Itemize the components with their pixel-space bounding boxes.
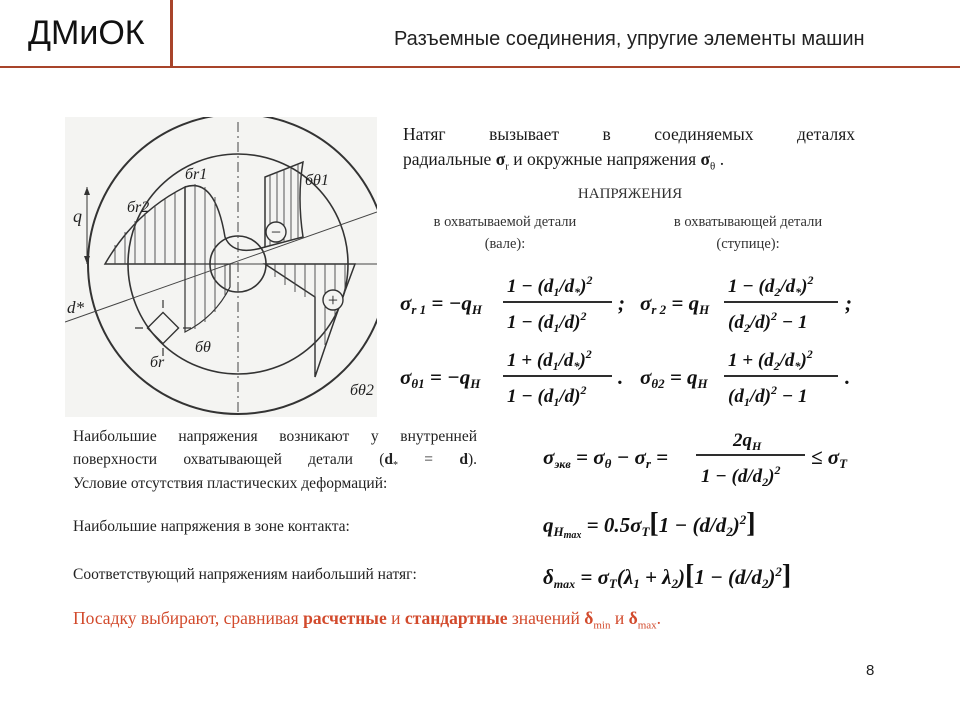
svg-text:(d2/d)2 − 1: $(d_2/d)^2 - 1$ [728, 309, 808, 335]
label-q: q [73, 206, 82, 226]
header-underline [0, 66, 960, 68]
svg-text:1 + (d2/d*)2: $1 + (d_2/d_*)^2$ [728, 347, 813, 373]
svg-text:1 − (d1/d)2: $1 - (d_1/d)^2$ [507, 383, 587, 409]
header-separator [170, 0, 173, 66]
slide-title: Разъемные соединения, упругие элементы машин [394, 28, 865, 50]
intro-paragraph [403, 122, 855, 180]
svg-text:(d1/d)2 − 1: $(d_1/d)^2 - 1$ [728, 383, 808, 409]
label-sr: бr [150, 354, 165, 371]
column-hub: в охватывающей детали (ступице): [673, 214, 823, 252]
svg-text:δmax = σT(λ1 + λ2)[1 − (d/d2)2: $\delta\max = \sigma T(\lambda 1 + \lambda 2)[1 - (d/d2)^2]$ [543, 560, 792, 591]
label-dstar: d* [67, 298, 84, 317]
label-sr1: бr1 [185, 166, 208, 183]
svg-text:1 − (d1/d)2: $1 - (d_1/d)^2$ [507, 309, 587, 335]
formula-sigma-theta2 [640, 340, 870, 412]
sign-plus: + [327, 290, 339, 310]
stress-diagram [65, 117, 377, 417]
intro-line-2: радиальные $\sigma_r$ и окружные напряжения $\sigma_\theta$ . [403, 149, 725, 173]
svg-text:σr 1 = −qH: σr 1 = −qH [400, 291, 482, 317]
formula-sigma-equivalent [543, 424, 873, 494]
label-sr2: бr2 [127, 199, 150, 216]
formula-sigma-theta1 [400, 340, 635, 412]
text-max-interference: Соответствующий напряжениям наибольший натяг: [73, 566, 417, 583]
text-max-stress: Наибольшие напряжения возникают у внутренней [73, 428, 477, 445]
text-plastic-condition: Условие отсутствия пластических деформаций: [73, 475, 388, 492]
formula-q-max [543, 502, 823, 550]
svg-text:σэкв = σθ − σr =: σэкв = σθ − σr = [543, 445, 669, 471]
svg-text:σθ1 = −qH: σθ1 = −qH [400, 365, 481, 391]
text-contact-stress: Наибольшие напряжения в зоне контакта: [73, 518, 350, 535]
svg-text:;: ; [845, 291, 852, 315]
page-number: 8 [866, 662, 875, 679]
formula-sigma-r2 [640, 268, 870, 338]
svg-text:σr 2 = qH: σr 2 = qH [640, 291, 710, 317]
svg-text:1 − (d/d2)2: $1 - (d/d_2)^2$ [701, 463, 781, 489]
label-st2: бθ2 [350, 382, 374, 399]
svg-text:2qH: $2q_H$ [733, 430, 762, 453]
label-st1: бθ1 [305, 172, 329, 189]
conclusion-text: Посадку выбирают, сравнивая расчетные и стандартные значений $\delta_{min}$ и $\delta_{max}$. [73, 608, 662, 632]
stresses-heading: НАПРЯЖЕНИЯ [577, 186, 683, 202]
sign-minus: − [270, 222, 282, 242]
svg-text:1 − (d2/d*)2: $1 - (d_2/d_*)^2$ [728, 273, 814, 299]
intro-line-1: Натяг вызывает в соединяемых деталях [403, 124, 855, 144]
svg-text:.: . [845, 365, 851, 389]
text-inner-surface: поверхности охватывающей детали $(d_* = d)$. [73, 451, 477, 472]
label-st: бθ [195, 339, 211, 356]
svg-text:σθ2 = qH: σθ2 = qH [640, 365, 708, 391]
svg-text:.: . [618, 365, 624, 389]
formula-delta-max [543, 552, 863, 600]
svg-text:≤ σT: ≤ σT [811, 445, 848, 471]
svg-text:qHmax = 0.5σT[1 − (d/d2)2]: $qHmax = 0.5\sigma T[1 - (d/d2)^2]$ [543, 508, 756, 541]
formula-sigma-r1 [400, 268, 635, 338]
svg-text:;: ; [618, 291, 625, 315]
column-shaft: в охватываемой детали (вале): [433, 214, 577, 252]
brand-title: ДМиОК [28, 14, 145, 52]
svg-text:1 + (d1/d*)2: $1 + (d_1/d_*)^2$ [507, 347, 592, 373]
slide-header [0, 0, 960, 66]
svg-text:1 − (d1/d*)2: $1 - (d_1/d_*)^2$ [507, 273, 593, 299]
